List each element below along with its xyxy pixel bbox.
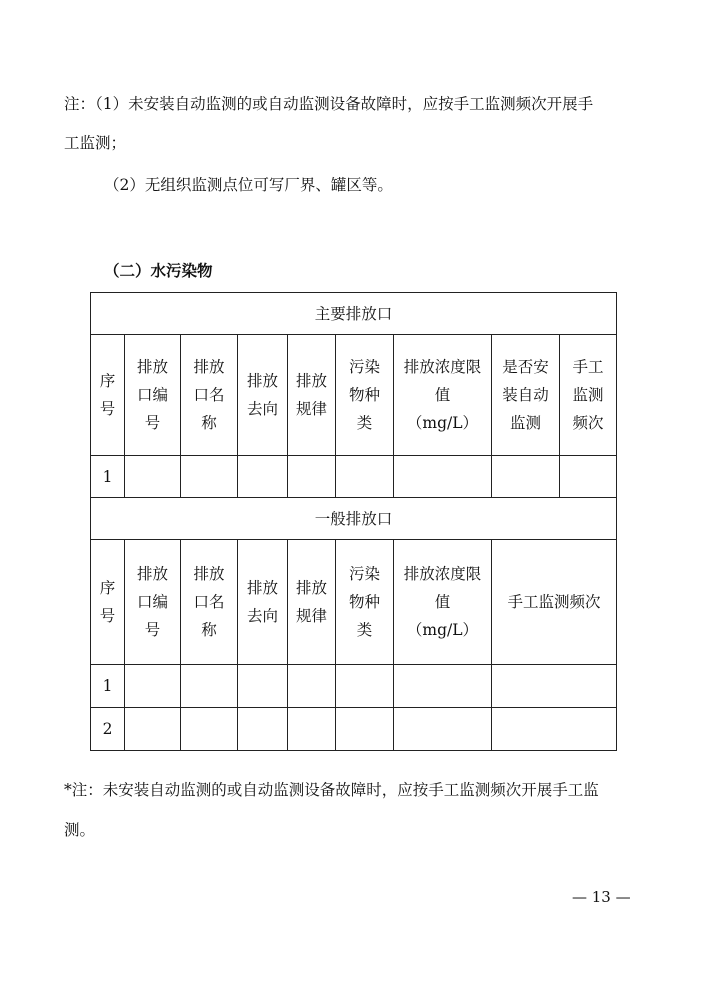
column-header-line: 去向 — [246, 400, 278, 418]
table-cell[interactable] — [238, 665, 288, 708]
row-seq: 1 — [91, 665, 125, 708]
column-header-line: 排放 — [193, 565, 225, 583]
table-cell[interactable] — [238, 708, 288, 751]
table-cell[interactable] — [125, 456, 181, 498]
table-cell[interactable] — [394, 708, 492, 751]
row-seq: 1 — [91, 456, 125, 498]
column-header-line: 称 — [201, 414, 217, 432]
general-outlet-data-row — [91, 665, 617, 708]
column-header-line: 频次 — [572, 414, 604, 432]
column-header — [238, 335, 288, 456]
column-header — [91, 540, 125, 665]
column-header — [492, 335, 560, 456]
column-header-line: 口编 — [136, 386, 168, 404]
column-header-line: 排放浓度限 — [403, 565, 482, 583]
water-pollutant-table — [90, 292, 617, 751]
table-cell[interactable] — [288, 708, 336, 751]
column-header-line: 类 — [356, 621, 373, 639]
table-cell[interactable] — [288, 665, 336, 708]
section-title: （二）水污染物 — [104, 261, 213, 280]
column-header — [336, 540, 394, 665]
column-header-line: 排放 — [136, 358, 168, 376]
table-cell[interactable] — [125, 708, 181, 751]
column-header-line: 排放 — [136, 565, 168, 583]
column-header-line: 排放 — [193, 358, 225, 376]
column-header-line: 物种 — [348, 386, 380, 404]
column-header-line: 值 — [434, 386, 451, 404]
column-header-line: 号 — [99, 400, 116, 418]
general-outlet-header-row — [91, 540, 617, 665]
column-header — [336, 335, 394, 456]
column-header — [560, 335, 617, 456]
table-cell[interactable] — [336, 665, 394, 708]
column-header — [394, 335, 492, 456]
table-cell[interactable] — [181, 665, 238, 708]
table-cell[interactable] — [394, 456, 492, 498]
column-header — [492, 540, 617, 665]
column-header — [125, 335, 181, 456]
column-header-line: 排放浓度限 — [403, 358, 482, 376]
column-header-line: 类 — [356, 414, 373, 432]
note-2: （2）无组织监测点位可写厂界、罐区等。 — [104, 176, 393, 194]
table-cell[interactable] — [125, 665, 181, 708]
column-header — [181, 540, 238, 665]
column-header-line: 称 — [201, 621, 217, 639]
column-header — [125, 540, 181, 665]
footer-note-line-2: 测。 — [64, 821, 96, 839]
general-outlet-data-row — [91, 708, 617, 751]
column-header-line: 污染 — [348, 565, 380, 583]
column-header-line: 物种 — [348, 593, 380, 611]
page-number: — 13 — — [572, 888, 631, 906]
footer-note-line-1: *注：未安装自动监测的或自动监测设备故障时，应按手工监测频次开展手工监 — [64, 781, 599, 799]
column-header-line: 是否安 — [502, 358, 549, 376]
column-header-line: 序 — [99, 372, 116, 390]
column-header — [288, 540, 336, 665]
main-outlet-data-row — [91, 456, 617, 498]
table-cell[interactable] — [288, 456, 336, 498]
table-cell[interactable] — [336, 456, 394, 498]
column-header — [91, 335, 125, 456]
table-cell[interactable] — [492, 665, 617, 708]
column-header-line: 去向 — [246, 607, 278, 625]
column-header-line: 序 — [99, 579, 116, 597]
column-header-line: 值 — [434, 593, 451, 611]
column-header-line: 装自动 — [502, 386, 549, 404]
column-header-line: 排放 — [246, 372, 278, 390]
column-header-line: 规律 — [295, 607, 327, 625]
main-outlet-header-row — [91, 335, 617, 456]
column-header-line: 规律 — [295, 400, 327, 418]
table-cell[interactable] — [181, 456, 238, 498]
table-cell[interactable] — [560, 456, 617, 498]
table-cell[interactable] — [492, 456, 560, 498]
column-header-line: 口名 — [193, 386, 225, 404]
column-header-line: （mg/L） — [406, 414, 479, 432]
table-cell[interactable] — [336, 708, 394, 751]
general-outlet-title: 一般排放口 — [91, 498, 617, 540]
column-header-line: 号 — [144, 414, 161, 432]
column-header-line: 排放 — [246, 579, 278, 597]
table-cell[interactable] — [492, 708, 617, 751]
column-header-line: 排放 — [295, 579, 327, 597]
table-cell[interactable] — [181, 708, 238, 751]
note-1-line-1: 注：（1）未安装自动监测的或自动监测设备故障时，应按手工监测频次开展手 — [64, 95, 594, 113]
main-outlet-title: 主要排放口 — [91, 293, 617, 335]
column-header — [394, 540, 492, 665]
row-seq: 2 — [91, 708, 125, 751]
table-cell[interactable] — [394, 665, 492, 708]
column-header-line: 排放 — [295, 372, 327, 390]
column-header-line: 手工监测频次 — [507, 593, 601, 611]
column-header — [181, 335, 238, 456]
table-cell[interactable] — [238, 456, 288, 498]
column-header-line: 号 — [144, 621, 161, 639]
note-1-line-2: 工监测； — [64, 134, 127, 152]
column-header-line: 口编 — [136, 593, 168, 611]
column-header-line: （mg/L） — [406, 621, 479, 639]
column-header — [238, 540, 288, 665]
column-header-line: 手工 — [572, 358, 604, 376]
column-header-line: 监测 — [509, 414, 541, 432]
column-header — [288, 335, 336, 456]
column-header-line: 监测 — [572, 386, 604, 404]
column-header-line: 口名 — [193, 593, 225, 611]
column-header-line: 号 — [99, 607, 116, 625]
column-header-line: 污染 — [348, 358, 380, 376]
